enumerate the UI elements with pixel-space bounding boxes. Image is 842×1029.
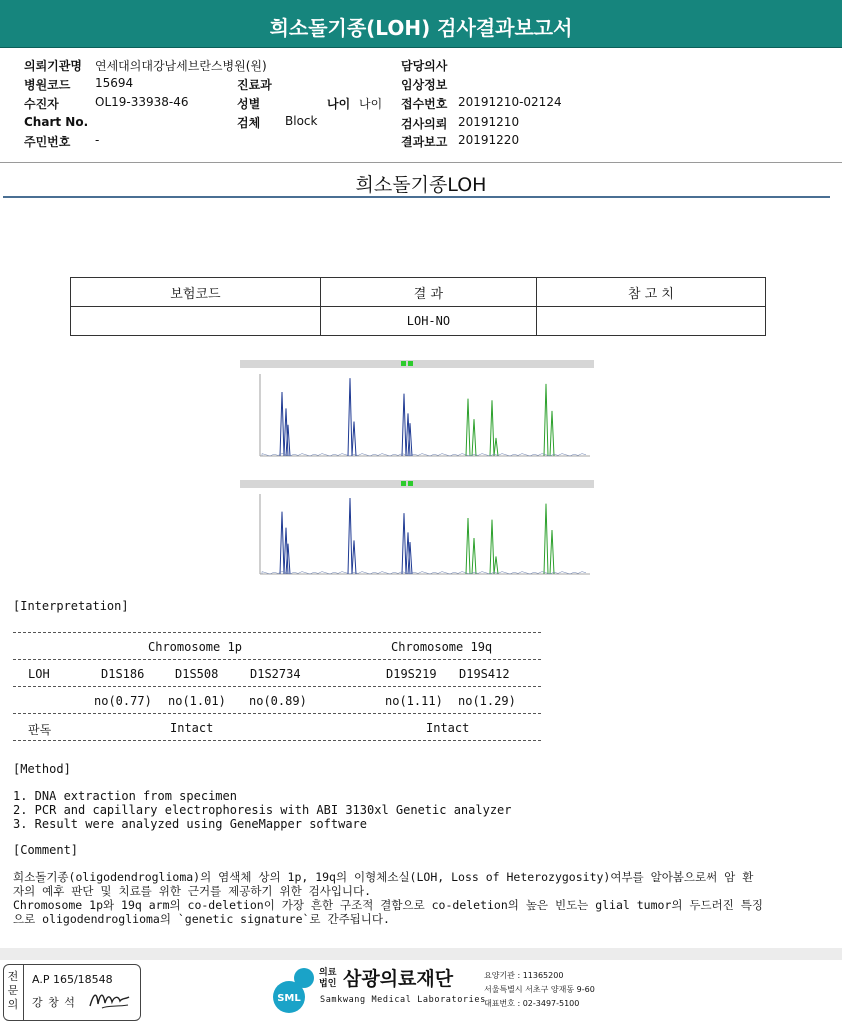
hospital-code-value: 15694 <box>95 76 134 90</box>
reference-header: 참 고 치 <box>537 278 766 307</box>
result-cell: LOH-NO <box>320 307 536 336</box>
status-indicator <box>401 481 406 486</box>
age-label: 나이 <box>327 97 351 111</box>
specimen-value: Block <box>285 114 318 128</box>
trace-peak <box>472 538 476 574</box>
ratio-value: no(1.11) <box>385 694 443 708</box>
org-prefix-top: 의료 <box>319 968 337 978</box>
report-header <box>0 48 842 162</box>
trace-peak <box>348 498 352 574</box>
doctor-label: 담당의사 <box>401 59 448 73</box>
contact-line: 서울특별시 서초구 양재동 9-60 <box>484 985 595 994</box>
stamp-side-label: 전문의 <box>7 970 19 1011</box>
ratio-value: no(0.77) <box>94 694 152 708</box>
chromosome-19q-header: Chromosome 19q <box>391 640 493 654</box>
comment-line: Chromosome 1p와 19q arm의 co-deletion이 가장 흔한 구조적 결함으로 co-deletion의 높은 빈도는 glial tumor의 두드러진 특징 <box>13 898 763 912</box>
clinical-info-label: 임상정보 <box>401 78 448 92</box>
marker-name: D19S412 <box>459 667 510 681</box>
signature-image <box>88 988 132 1012</box>
trace-peak <box>348 378 352 456</box>
sex-label: 성별 <box>237 97 261 111</box>
org-prefix-bottom: 법인 <box>319 979 337 989</box>
loh-label: LOH <box>28 667 50 681</box>
patient-label: 수진자 <box>24 97 59 111</box>
ratio-value: no(1.01) <box>168 694 226 708</box>
stamp-name: 강 창 석 <box>32 996 76 1009</box>
age-value: 나이 <box>359 97 383 111</box>
electropherogram-panel <box>240 360 594 460</box>
trace-peak <box>402 513 406 574</box>
receipt-no-value: 20191210-02124 <box>458 95 562 109</box>
electropherogram-plot <box>240 488 594 578</box>
org-prefix <box>319 968 336 990</box>
stamp-divider <box>23 964 24 1021</box>
result-header: 결 과 <box>320 278 536 307</box>
institution-value: 연세대의대강남세브란스병원(원) <box>95 59 267 73</box>
results-row <box>71 307 766 336</box>
method-heading: [Method] <box>13 762 71 776</box>
trace-peak <box>466 518 470 574</box>
org-contact-info <box>484 969 595 1011</box>
trace-peak <box>544 384 548 456</box>
table-rule <box>13 632 541 633</box>
marker-name: D1S2734 <box>250 667 301 681</box>
judgement-value: Intact <box>170 721 214 735</box>
section-title: 희소돌기종LOH <box>355 174 487 196</box>
trace-peak <box>544 504 548 574</box>
logo-initials: SML <box>277 993 301 1004</box>
resident-no-label: 주민번호 <box>24 135 71 149</box>
results-table <box>70 277 766 336</box>
method-item: 2. PCR and capillary electrophoresis with ABI 3130xl Genetic analyzer <box>13 803 512 817</box>
judgement-value: Intact <box>426 721 470 735</box>
specimen-label: 검체 <box>237 116 261 130</box>
marker-name: D1S186 <box>101 667 145 681</box>
chart-no-label: Chart No. <box>24 115 89 129</box>
test-request-label: 검사의뢰 <box>401 117 448 131</box>
trace-peak <box>490 520 494 574</box>
resident-no-value: - <box>95 133 100 147</box>
insurance-code-cell <box>71 307 321 336</box>
section-divider <box>3 196 830 198</box>
patient-value: OL19-33938-46 <box>95 95 189 109</box>
footer-bar <box>0 948 842 960</box>
org-name: 삼광의료재단 <box>343 968 454 990</box>
hospital-code-label: 병원코드 <box>24 78 71 92</box>
panel-toolbar <box>240 360 594 368</box>
department-label: 진료과 <box>237 78 272 92</box>
method-item: 3. Result were analyzed using GeneMapper software <box>13 817 368 831</box>
comment-line: 자의 예후 판단 및 치료를 위한 근거를 제공하기 위한 검사입니다. <box>13 884 372 898</box>
marker-name: D1S508 <box>175 667 219 681</box>
electropherogram-plot <box>240 368 594 460</box>
trace-peak <box>352 422 356 456</box>
chromosome-1p-header: Chromosome 1p <box>148 640 242 654</box>
results-header-row <box>71 278 766 307</box>
ratio-value: no(1.29) <box>458 694 516 708</box>
table-rule <box>13 686 541 687</box>
judgement-label: 판독 <box>28 723 52 737</box>
electropherogram-panel <box>240 480 594 578</box>
table-rule <box>13 740 541 741</box>
comment-heading: [Comment] <box>13 843 79 857</box>
contact-line: 요양기관 : 11365200 <box>484 971 564 980</box>
panel-toolbar <box>240 480 594 488</box>
trace-peak <box>280 392 284 456</box>
result-report-label: 결과보고 <box>401 135 448 149</box>
receipt-no-label: 접수번호 <box>401 97 448 111</box>
stamp-license: A.P 165/18548 <box>32 973 113 986</box>
trace-peak <box>466 399 470 456</box>
trace-peak <box>402 394 406 456</box>
status-indicator <box>408 361 413 366</box>
trace-peak <box>550 530 554 574</box>
org-english-name: Samkwang Medical Laboratories <box>320 995 486 1005</box>
marker-name: D19S219 <box>386 667 437 681</box>
table-rule <box>13 713 541 714</box>
report-title: 희소돌기종(LOH) 검사결과보고서 <box>0 0 842 47</box>
comment-line: 희소돌기종(oligodendroglioma)의 염색체 상의 1p, 19q의 이형체소실(LOH, Loss of Heterozygosity)여부를 알아봄으로써 암 환 <box>13 870 754 884</box>
trace-peak <box>472 419 476 456</box>
trace-peak <box>490 400 494 456</box>
trace-peak <box>352 540 356 574</box>
method-item: 1. DNA extraction from specimen <box>13 789 237 803</box>
ratio-value: no(0.89) <box>249 694 307 708</box>
header-divider <box>0 162 842 163</box>
reference-cell <box>537 307 766 336</box>
interpretation-heading: [Interpretation] <box>13 599 129 613</box>
status-indicator <box>401 361 406 366</box>
test-request-value: 20191210 <box>458 115 520 129</box>
comment-line: 으로 oligodendroglioma의 `genetic signature`로 간주됩니다. <box>13 912 390 926</box>
trace-peak <box>280 512 284 574</box>
trace-peak <box>550 411 554 456</box>
contact-line: 대표번호 : 02-3497-5100 <box>484 999 580 1008</box>
institution-label: 의뢰기관명 <box>24 59 82 73</box>
status-indicator <box>408 481 413 486</box>
table-rule <box>13 659 541 660</box>
trace-peak <box>494 438 498 456</box>
result-report-value: 20191220 <box>458 133 520 147</box>
sml-logo-icon <box>268 964 318 1018</box>
insurance-code-header: 보험코드 <box>71 278 321 307</box>
trace-peak <box>494 556 498 574</box>
